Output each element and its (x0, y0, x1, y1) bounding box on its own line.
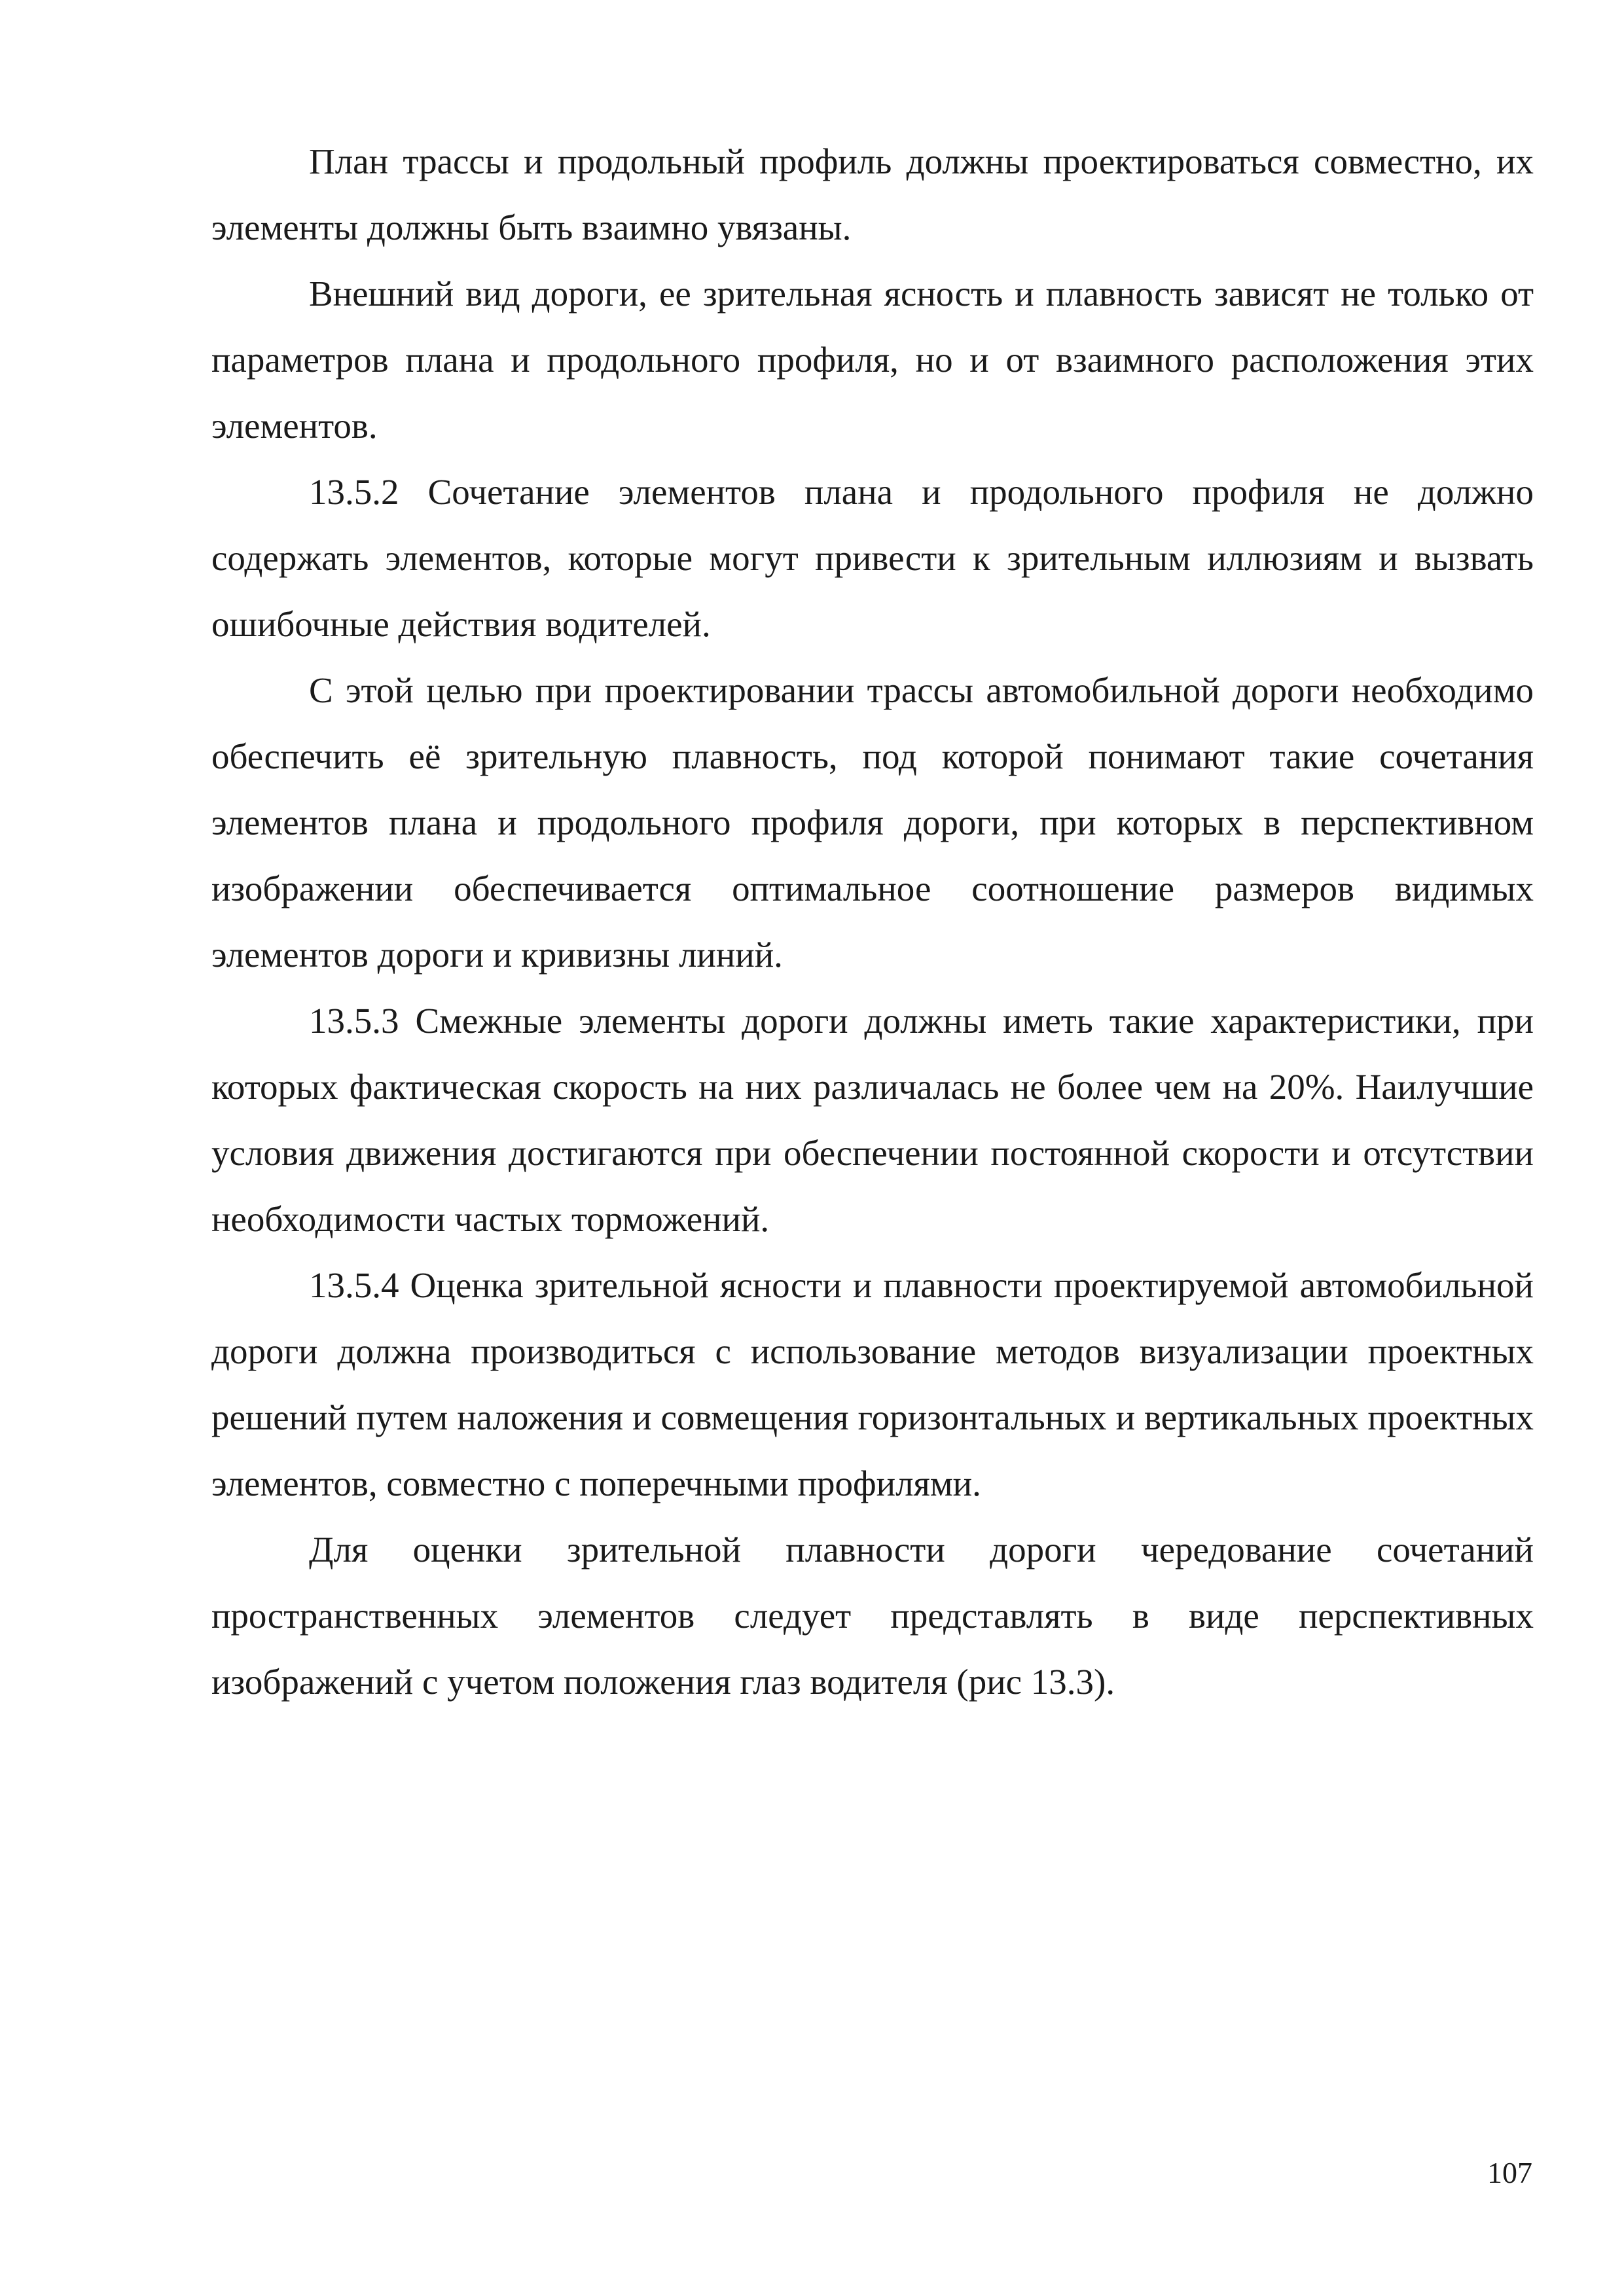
paragraph-13-5-3: 13.5.3 Смежные элементы дороги должны иметь такие характеристики, при которых фактическая скорость на них различалась не более чем на 20%. Наилучшие условия движения достигаются при обеспечении постоянной скорости и отсутствии необходимости частых торможений. (211, 1001, 1534, 1239)
paragraph-plan-profile: План трассы и продольный профиль должны проектироваться совместно, их элементы должны быть взаимно увязаны. (211, 141, 1534, 247)
paragraph-13-5-2: 13.5.2 Сочетание элементов плана и продольного профиля не должно содержать элементов, которые могут привести к зрительным иллюзиям и вызвать ошибочные действия водителей. (211, 472, 1534, 644)
paragraph-appearance: Внешний вид дороги, ее зрительная ясность и плавность зависят не только от параметров плана и продольного профиля, но и от взаимного расположения этих элементов. (211, 274, 1534, 446)
paragraph-perspective: Для оценки зрительной плавности дороги чередование сочетаний пространственных элементов следует представлять в виде перспективных изображений с учетом положения глаз водителя (рис 13.3). (211, 1530, 1534, 1702)
paragraph-13-5-4: 13.5.4 Оценка зрительной ясности и плавности проектируемой автомобильной дороги должна производиться с использование методов визуализации проектных решений путем наложения и совмещения горизонтальных и вертикальных проектных элементов, совместно с поперечными профилями. (211, 1265, 1534, 1503)
paragraph-visual-smoothness: С этой целью при проектировании трассы автомобильной дороги необходимо обеспечить её зрительную плавность, под которой понимают такие сочетания элементов плана и продольного профиля дороги, при которых в перспективном изображении обеспечивается оптимальное соотношение размеров видимых элементов дороги и кривизны линий. (211, 670, 1534, 975)
body-text (211, 128, 1534, 1715)
page-number: 107 (1487, 2156, 1532, 2189)
